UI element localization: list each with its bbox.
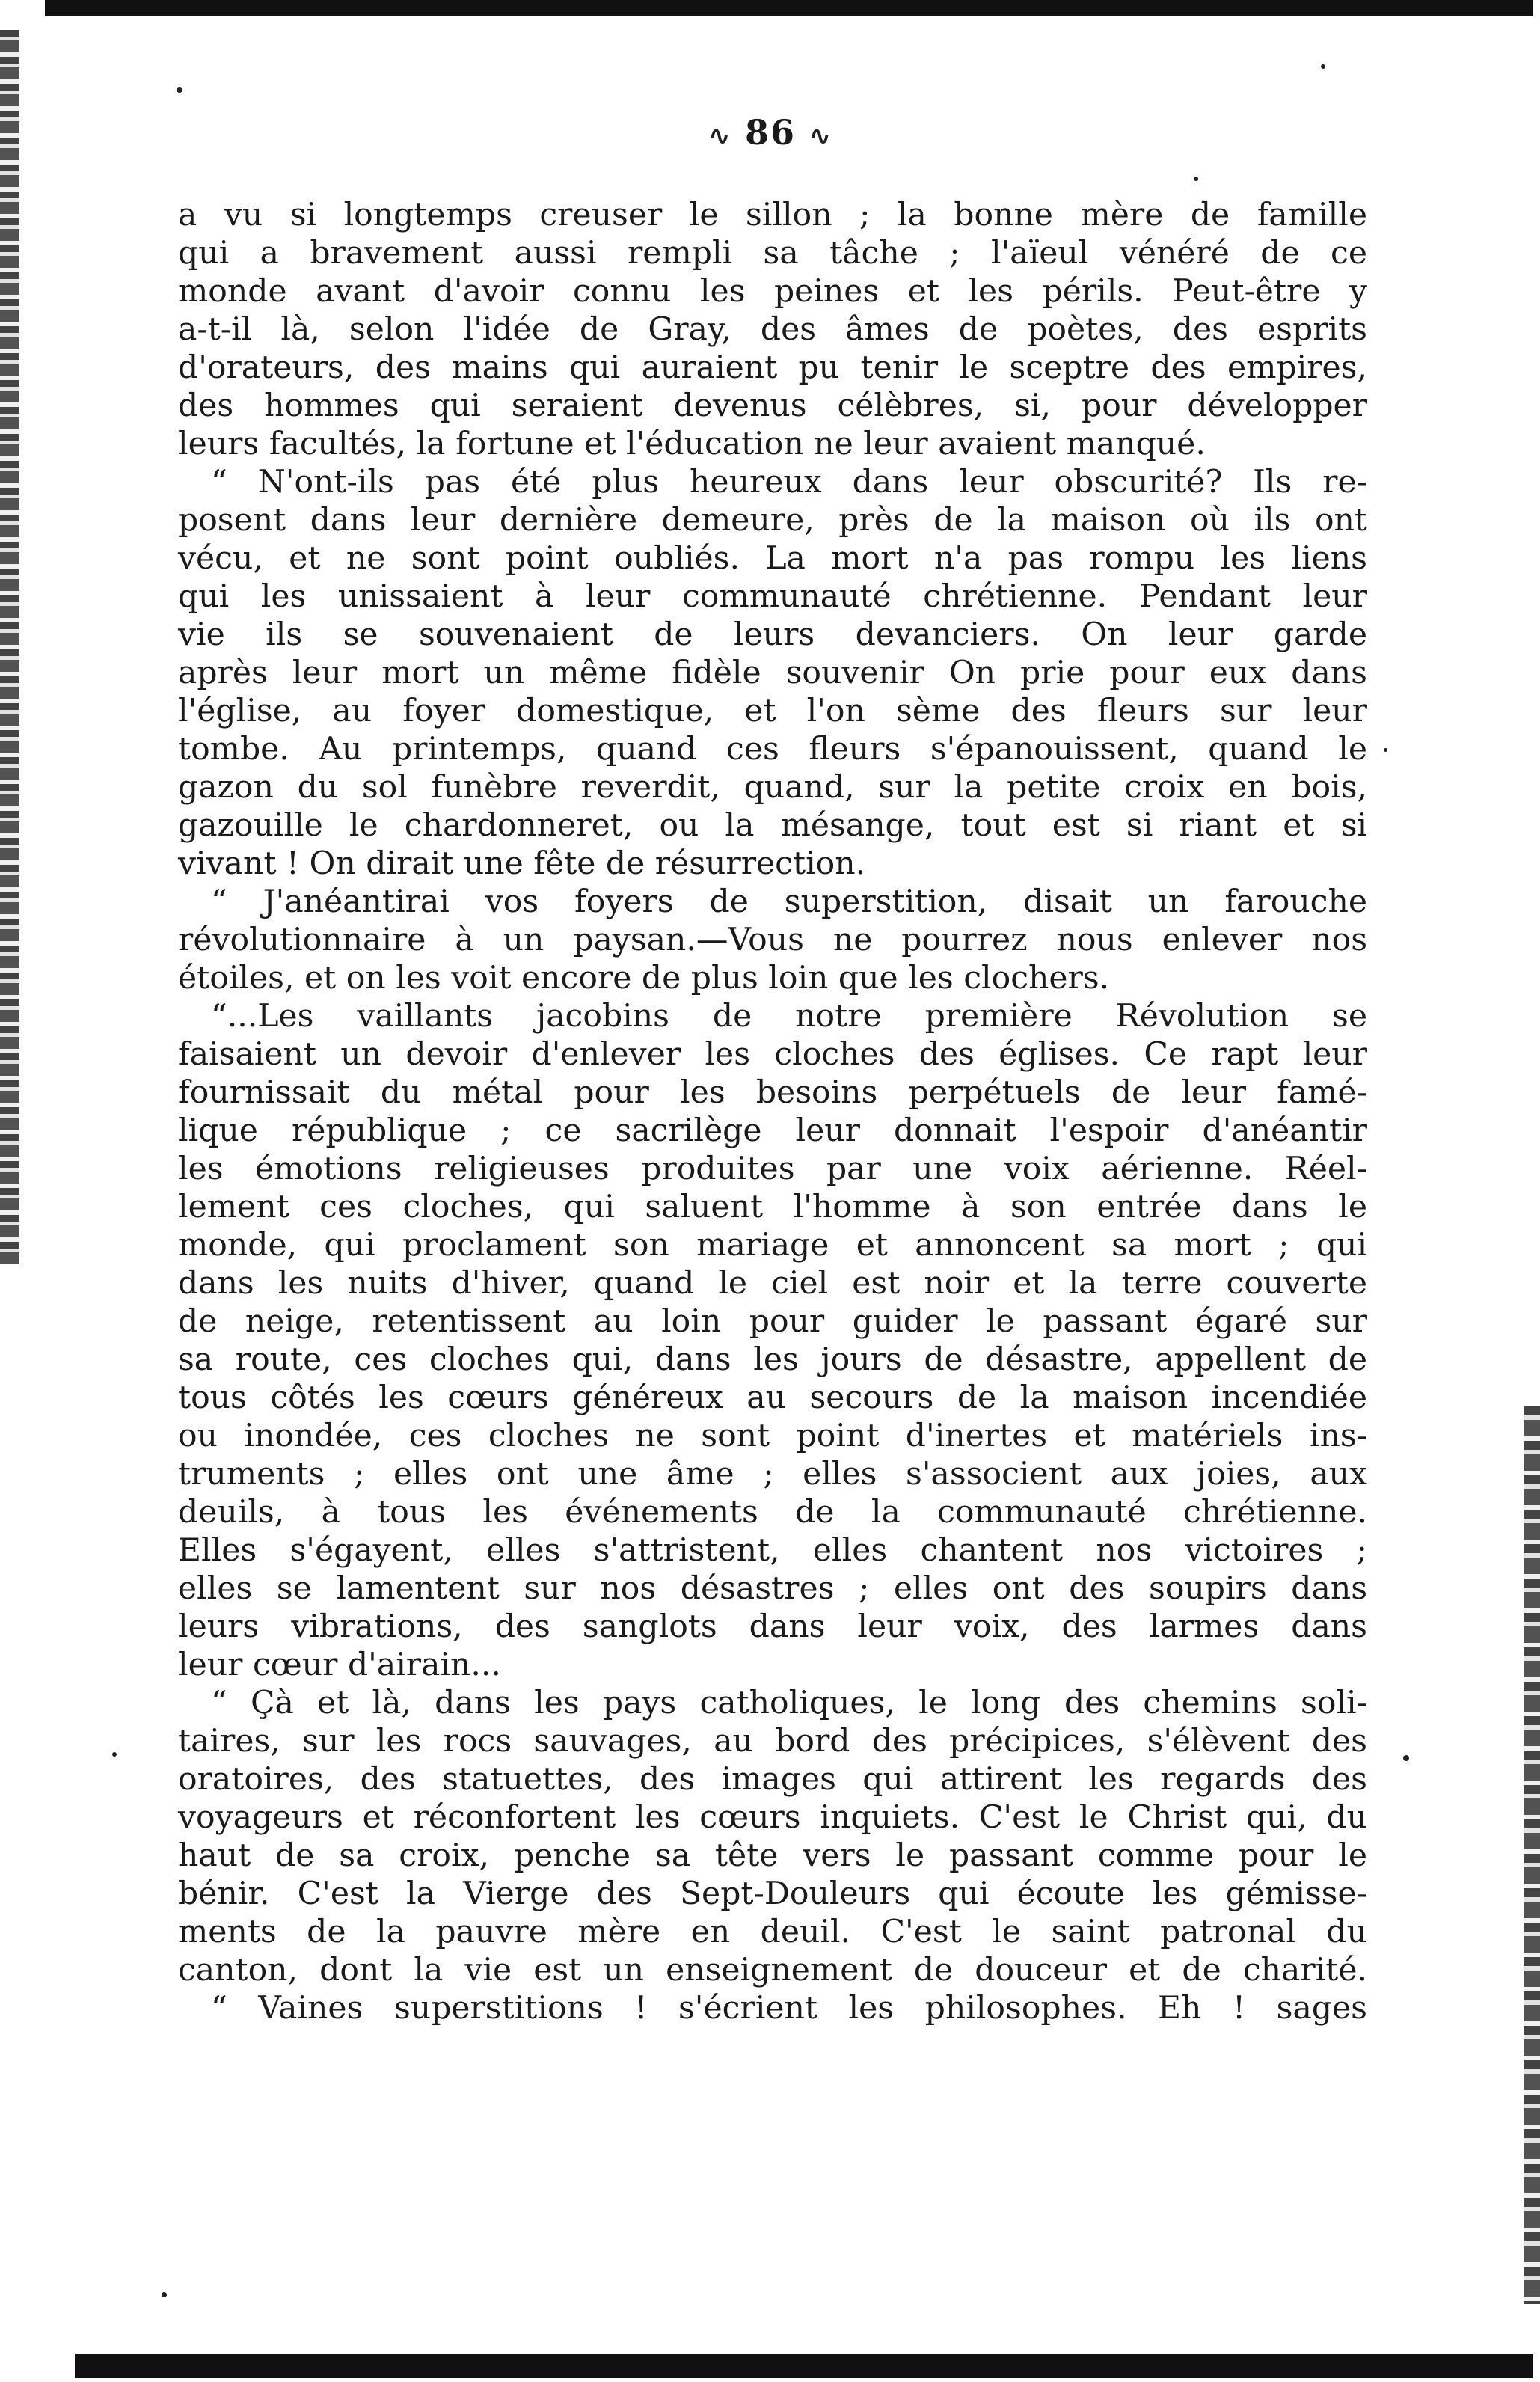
text-line: Elles s'égayent, elles s'attristent, elles chantent nos victoires ; [178, 1532, 1367, 1569]
text-line: “ J'anéantirai vos foyers de superstition, disait un farouche [211, 884, 1367, 920]
text-line: révolutionnaire à un paysan.—Vous ne pourrez nous enlever nos [178, 922, 1367, 958]
text-line: “ Çà et là, dans les pays catholiques, le long des chemins soli- [211, 1685, 1367, 1721]
text-line: voyageurs et réconfortent les cœurs inquiets. C'est le Christ qui, du [178, 1799, 1367, 1836]
text-line: canton, dont la vie est un enseignement de douceur et de charité. [178, 1952, 1367, 1988]
text-line: sa route, ces cloches qui, dans les jours de désastre, appellent de [178, 1341, 1367, 1378]
text-line: qui a bravement aussi rempli sa tâche ; l'aïeul vénéré de ce [178, 235, 1367, 272]
text-line: posent dans leur dernière demeure, près de la maison où ils ont [178, 502, 1367, 539]
page-number-value: 86 [744, 112, 796, 153]
left-scan-edge [0, 30, 19, 1264]
text-line: qui les unissaient à leur communauté chrétienne. Pendant leur [178, 578, 1367, 615]
text-line: elles se lamentent sur nos désastres ; elles ont des soupirs dans [178, 1570, 1367, 1607]
bottom-scan-border [75, 2354, 1533, 2378]
scan-speck [162, 2292, 167, 2297]
text-line: vécu, et ne sont point oubliés. La mort n'a pas rompu les liens [178, 540, 1367, 577]
text-line: taires, sur les rocs sauvages, au bord des précipices, s'élèvent des [178, 1723, 1367, 1760]
text-line: les émotions religieuses produites par une voix aérienne. Réel- [178, 1151, 1367, 1187]
text-line: vie ils se souvenaient de leurs devanciers. On leur garde [178, 616, 1367, 653]
scan-speck [1403, 1755, 1409, 1761]
text-line: “...Les vaillants jacobins de notre première Révolution se [211, 998, 1367, 1035]
text-line: bénir. C'est la Vierge des Sept-Douleurs qui écoute les gémisse- [178, 1876, 1367, 1912]
text-line: faisaient un devoir d'enlever les cloches des églises. Ce rapt leur [178, 1036, 1367, 1073]
text-line: étoiles, et on les voit encore de plus loin que les clochers. [178, 960, 1110, 996]
text-line: a vu si longtemps creuser le sillon ; la bonne mère de famille [178, 197, 1367, 233]
text-line: haut de sa croix, penche sa tête vers le passant comme pour le [178, 1837, 1367, 1874]
ornament-right-icon: ∿ [809, 121, 832, 151]
text-line: truments ; elles ont une âme ; elles s'associent aux joies, aux [178, 1456, 1367, 1492]
text-line: dans les nuits d'hiver, quand le ciel est noir et la terre couverte [178, 1265, 1367, 1302]
scan-speck [1321, 64, 1325, 69]
text-line: leurs facultés, la fortune et l'éducation ne leur avaient manqué. [178, 426, 1206, 462]
scan-speck [1194, 177, 1198, 181]
top-scan-border [45, 0, 1533, 16]
text-line: tombe. Au printemps, quand ces fleurs s'épanouissent, quand le [178, 731, 1367, 768]
text-line: leurs vibrations, des sanglots dans leur voix, des larmes dans [178, 1608, 1367, 1645]
scan-speck [112, 1752, 117, 1757]
page-number [673, 112, 868, 153]
text-line: fournissait du métal pour les besoins perpétuels de leur famé- [178, 1074, 1367, 1111]
text-line: monde avant d'avoir connu les peines et les périls. Peut-être y [178, 273, 1367, 310]
text-line: des hommes qui seraient devenus célèbres, si, pour développer [178, 388, 1367, 424]
text-line: ments de la pauvre mère en deuil. C'est le saint patronal du [178, 1914, 1367, 1950]
text-line: l'église, au foyer domestique, et l'on sème des fleurs sur leur [178, 693, 1367, 729]
text-line: tous côtés les cœurs généreux au secours de la maison incendiée [178, 1380, 1367, 1416]
text-line: gazouille le chardonneret, ou la mésange, tout est si riant et si [178, 807, 1367, 844]
text-line: ou inondée, ces cloches ne sont point d'inertes et matériels ins- [178, 1418, 1367, 1454]
text-line: vivant ! On dirait une fête de résurrection. [178, 845, 866, 882]
scan-speck [177, 87, 182, 93]
text-line: de neige, retentissent au loin pour guider le passant égaré sur [178, 1303, 1367, 1340]
text-line: oratoires, des statuettes, des images qui attirent les regards des [178, 1761, 1367, 1798]
right-scan-edge [1524, 1406, 1540, 2304]
scan-speck [1384, 748, 1387, 752]
text-line: “ Vaines superstitions ! s'écrient les philosophes. Eh ! sages [211, 1990, 1367, 2027]
text-line: leur cœur d'airain... [178, 1647, 501, 1683]
text-line: deuils, à tous les événements de la communauté chrétienne. [178, 1494, 1367, 1531]
text-line: a-t-il là, selon l'idée de Gray, des âmes de poètes, des esprits [178, 311, 1367, 348]
text-line: monde, qui proclament son mariage et annoncent sa mort ; qui [178, 1227, 1367, 1264]
text-line: après leur mort un même fidèle souvenir On prie pour eux dans [178, 655, 1367, 691]
text-line: gazon du sol funèbre reverdit, quand, sur la petite croix en bois, [178, 769, 1367, 806]
text-line: lement ces cloches, qui saluent l'homme à son entrée dans le [178, 1189, 1367, 1225]
body-text [178, 196, 1367, 2027]
ornament-left-icon: ∿ [708, 121, 731, 151]
text-line: d'orateurs, des mains qui auraient pu tenir le sceptre des empires, [178, 349, 1367, 386]
text-line: lique république ; ce sacrilège leur donnait l'espoir d'anéantir [178, 1112, 1367, 1149]
text-line: “ N'ont-ils pas été plus heureux dans leur obscurité? Ils re- [211, 464, 1367, 500]
